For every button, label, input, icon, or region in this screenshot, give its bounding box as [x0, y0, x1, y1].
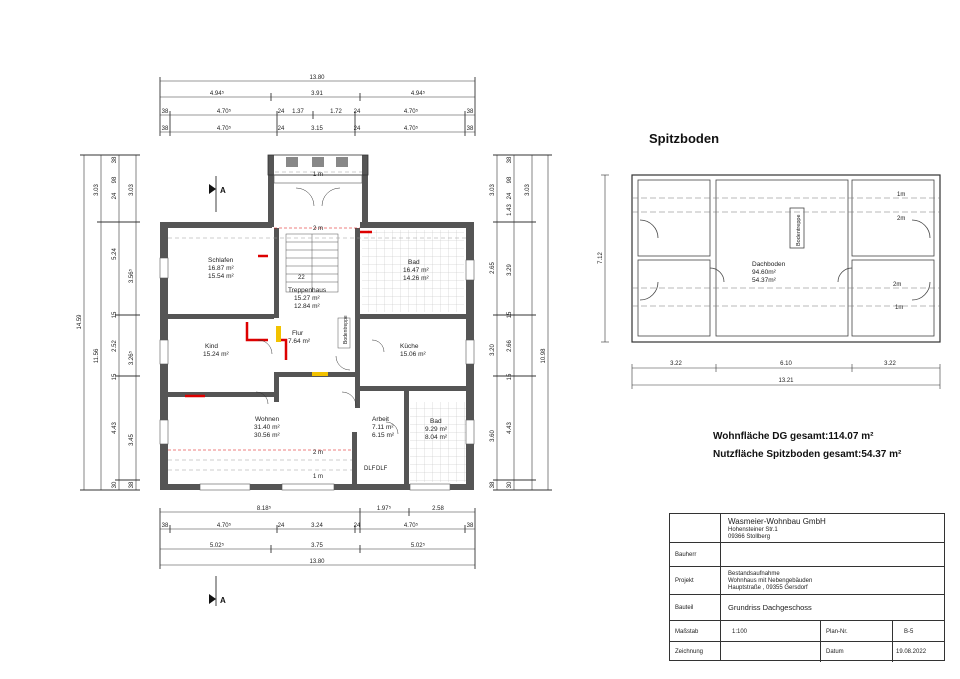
dim-label: 24: [112, 192, 118, 200]
room-area: 7.11 m²: [372, 424, 394, 431]
dim-label: 1.43: [507, 204, 513, 216]
dim-label: 3.20: [490, 344, 496, 356]
usable-area-total: Nutzfläche Spitzboden gesamt:54.37 m²: [713, 449, 902, 460]
dim-label: 5.24: [112, 248, 118, 260]
attic-room-area: 94.60m²: [752, 269, 776, 276]
dim-label: 3.91: [311, 91, 323, 97]
dim-label: 3.56⁵: [129, 268, 135, 284]
dim-label: 5.02⁵: [410, 543, 426, 549]
row-massstab: [670, 620, 944, 642]
room-area: 15.54 m²: [208, 273, 234, 280]
dim-label: 3.24: [311, 523, 323, 529]
projekt-line: Wohnhaus mit Nebengebäuden: [728, 578, 813, 584]
dim-label: 3.22: [670, 361, 682, 367]
dim-label: 15: [112, 373, 118, 381]
room-area: 8.04 m²: [425, 434, 448, 441]
dim-label: 30: [112, 481, 118, 489]
dim-label: 3.03: [94, 184, 100, 196]
room-area: 6.15 m²: [372, 432, 395, 439]
dim-label: 4.70⁵: [216, 109, 232, 115]
attic-stair-label: Bodentreppe: [796, 214, 802, 246]
right-dimension-labels: [490, 156, 547, 488]
plan-nr-value: B-5: [904, 629, 914, 635]
room-area: 15.06 m²: [400, 351, 426, 358]
dim-label: 24: [277, 109, 285, 115]
divider: [820, 642, 821, 662]
dim-label: 5.02⁵: [209, 543, 225, 549]
dlf-label: DLF: [376, 466, 388, 472]
dim-label: 2.65: [490, 262, 496, 274]
room-area: 7.64 m²: [288, 338, 311, 345]
dim-label: 1.37: [292, 109, 304, 115]
dim-label: 38: [161, 126, 169, 132]
attic-room-area: 54.37m²: [752, 277, 776, 284]
section-label: A: [220, 186, 226, 195]
dim-label: 3.03: [129, 184, 135, 196]
dim-total: 13.21: [778, 378, 794, 384]
dim-label: 4.70⁵: [403, 109, 419, 115]
bauherr-label: Bauherr: [675, 552, 697, 558]
dim-label: 38: [161, 523, 169, 529]
dim-top-total: 13.80: [309, 75, 325, 81]
left-dimension-labels: [77, 156, 135, 488]
dim-label: 4.70⁵: [403, 523, 419, 529]
company-city: 09366 Stollberg: [728, 534, 771, 540]
divider: [892, 621, 893, 642]
dim-label: 38: [129, 481, 135, 489]
dim-label: 4.43: [112, 422, 118, 434]
dim-label: 98: [507, 176, 513, 184]
dim-label: 3.60: [490, 430, 496, 442]
room-name: Küche: [400, 343, 419, 350]
room-name: Bad: [430, 418, 442, 425]
height-mark: 1 m: [312, 172, 324, 178]
dim-label: 38: [466, 126, 474, 132]
zeichnung-label: Zeichnung: [675, 649, 704, 655]
dim-label: 4.70⁵: [403, 126, 419, 132]
room-area: 16.47 m²: [403, 267, 429, 274]
stair-label: Bodentreppe: [343, 315, 349, 344]
dim-label: 15: [112, 311, 118, 319]
dlf-label: DLF: [364, 466, 376, 472]
dim-label: 15: [507, 311, 513, 319]
dim-label: 3.75: [311, 543, 323, 549]
dim-right-total: 10.98: [541, 348, 547, 364]
dim-label: 2.66: [507, 340, 513, 352]
top-dimension-labels: [162, 75, 474, 132]
massstab-label: Maßstab: [675, 629, 699, 635]
dim-label: 24: [507, 192, 513, 200]
room-area: 30.56 m²: [254, 432, 280, 439]
dim-label: 3.03: [490, 184, 496, 196]
room-name: Arbeit: [372, 416, 389, 423]
room-area: 14.26 m²: [403, 275, 429, 282]
stair-number: 22: [298, 275, 305, 281]
projekt-line: Bestandsaufnahme: [728, 571, 780, 577]
dim-label: 98: [112, 176, 118, 184]
room-area: 15.27 m²: [294, 295, 320, 302]
section-marker-bottom: [209, 576, 226, 606]
height-mark: 1m: [897, 192, 906, 198]
dim-label: 6.10: [780, 361, 792, 367]
bottom-dimension-labels: [162, 505, 474, 565]
dim-label: 3.15: [311, 126, 323, 132]
dim-left-total: 14.59: [77, 314, 83, 330]
right-dimensions: [493, 155, 552, 490]
massstab-value: 1:100: [732, 629, 748, 635]
room-name: Treppenhaus: [288, 287, 327, 294]
attic-room-name: Dachboden: [752, 261, 786, 268]
room-area: 31.40 m²: [254, 424, 280, 431]
dim-label: 38: [466, 109, 474, 115]
attic-title: Spitzboden: [649, 131, 720, 146]
dim-label: 3.45: [129, 434, 135, 446]
dim-label: 38: [466, 523, 474, 529]
dim-label: 1.72: [330, 109, 342, 115]
dim-label: 38: [112, 156, 118, 164]
dim-label: 24: [353, 126, 361, 132]
divider: [820, 621, 821, 642]
height-mark: 2 m: [312, 226, 324, 232]
room-name: Bad: [408, 259, 420, 266]
row-bauteil: [670, 594, 944, 621]
dim-label: 4.70⁵: [216, 523, 232, 529]
dim-label: 3.26⁵: [129, 350, 135, 366]
dim-bottom-total: 13.80: [309, 559, 325, 565]
projekt-line: Hauptstraße , 09355 Gersdorf: [728, 585, 808, 591]
dim-label: 4.70⁵: [216, 126, 232, 132]
height-mark: 2 m: [312, 450, 324, 456]
dim-label: 15: [507, 373, 513, 381]
room-name: Schlafen: [208, 257, 234, 264]
dim-label: 24: [277, 126, 285, 132]
room-name: Kind: [205, 343, 219, 350]
section-marker-top: [209, 176, 226, 212]
dim-label: 38: [161, 109, 169, 115]
title-block: [669, 513, 945, 661]
dim-label: 1.97⁵: [376, 506, 392, 512]
bauteil-value: Grundriss Dachgeschoss: [728, 603, 812, 612]
height-mark: 2m: [897, 216, 906, 222]
section-label: A: [220, 596, 226, 605]
projekt-label: Projekt: [675, 578, 694, 584]
height-mark: 1m: [895, 305, 904, 311]
row-bauherr: [670, 542, 944, 567]
living-area-total: Wohnfläche DG gesamt:114.07 m²: [713, 431, 874, 442]
row-zeichnung: [670, 641, 944, 662]
height-mark: 1 m: [312, 474, 324, 480]
dim-label: 38: [507, 156, 513, 164]
dim-label: 2.58: [432, 506, 444, 512]
company-street: Hohensteiner Str.1: [728, 527, 778, 533]
plan-nr-label: Plan-Nr.: [826, 629, 848, 635]
room-name: Flur: [292, 330, 304, 337]
room-name: Wohnen: [255, 416, 280, 423]
dim-label: 3.03: [525, 184, 531, 196]
dim-label: 4.94⁵: [410, 91, 426, 97]
dim-label: 3.29: [507, 264, 513, 276]
dim-label: 4.43: [507, 422, 513, 434]
room-area: 15.24 m²: [203, 351, 229, 358]
room-area: 16.87 m²: [208, 265, 234, 272]
dim-label: 2.52: [112, 340, 118, 352]
datum-value: 19.08.2022: [896, 649, 927, 655]
height-mark: 2m: [893, 282, 902, 288]
dim-label: 38: [490, 481, 496, 489]
dim-label: 8.18⁵: [256, 506, 272, 512]
company-name: Wasmeier-Wohnbau GmbH: [728, 517, 826, 526]
datum-label: Datum: [826, 649, 844, 655]
dim-label: 24: [353, 523, 361, 529]
room-area: 12.84 m²: [294, 303, 320, 310]
dim-label: 24: [353, 109, 361, 115]
dim-label: 11.56: [94, 348, 100, 364]
dim-label: 3.22: [884, 361, 896, 367]
bauteil-label: Bauteil: [675, 605, 694, 611]
dim-label: 24: [277, 523, 285, 529]
room-area: 9.29 m²: [425, 426, 448, 433]
dim-label: 4.94⁵: [209, 91, 225, 97]
divider: [892, 642, 893, 662]
row-projekt: [670, 566, 944, 595]
dim-label: 7.12: [598, 252, 604, 264]
dim-label: 30: [507, 481, 513, 489]
